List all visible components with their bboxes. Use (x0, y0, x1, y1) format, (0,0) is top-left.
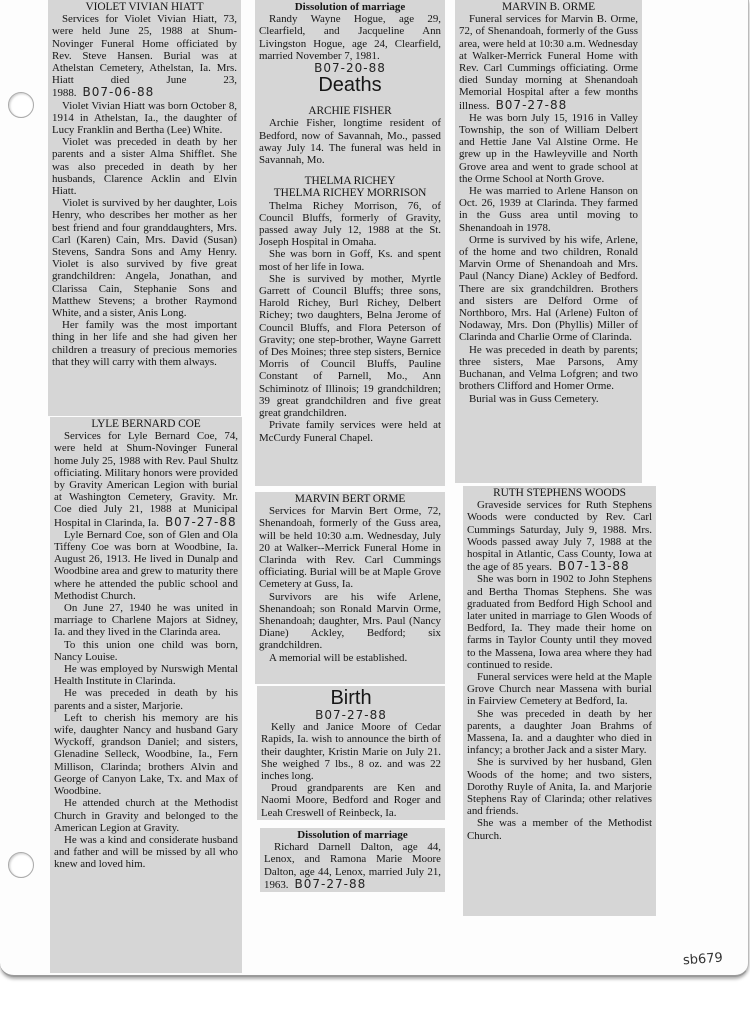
paragraph-text: Services for Lyle Bernard Coe, 74, were held at Shum-Novinger Funeral home July 25, 1988 with Rev. Paul Shultz officiating. Military honors were provided by Gravity American Legion with burial at Washington Cemetery, Gravity. Mr. Coe died July 21, 1988 at Municipal Hospital in Clarinda, Ia. (54, 430, 238, 529)
paragraph-text: He was preceded in death by parents; three sisters, Mae Parsons, Amy Buchanan, and Velma Lofgren; and two brothers Clifford and Homer Orme. (459, 343, 638, 393)
paragraph-text: Survivors are his wife Arlene, Shenandoah; son Ronald Marvin Orme, Shenandoah; daughter, Mrs. Paul (Nancy Diane) Ackley, Bedford; six grandchildren. (259, 590, 441, 652)
handwritten-date-note: B07-06-88 (82, 85, 155, 100)
binder-hole (8, 92, 34, 118)
paragraph-text: Archie Fisher, longtime resident of Bedford, now of Savannah, Mo., passed away July 14. The funeral was held in Savannah, Mo. (259, 117, 441, 167)
clipping-marvin-bert-orme (255, 492, 445, 684)
article-paragraph (259, 591, 441, 652)
paragraph-text: Left to cherish his memory are his wife, daughter Nancy and husband Gary Wyckoff, grandson Daniel; and sisters, Glenadine Selleck, Woodbine, Ia., Fern Millison, Clarinda; brothers Alvin and George of Canyon Lake, Tx. and Max of Woodbine. (54, 711, 238, 798)
handwritten-date-note: B07-13-88 (557, 559, 630, 574)
paragraph-text: To this union one child was born, Nancy Louise. (54, 638, 238, 663)
obituary-subheading: THELMA RICHEY MORRISON (273, 187, 427, 200)
paragraph-text: She is survived by her husband, Glen Woods of the home; and two sisters, Dorothy Ruyle of Anita, Ia. and Marjorie Stephens Ray of Clarinda; other relatives and friends. (467, 756, 652, 818)
article-paragraph (259, 419, 441, 443)
paragraph-text: Burial was in Guss Cemetery. (469, 392, 599, 405)
paragraph-text: Violet Vivian Hiatt was born October 8, 1914 in Athelstan, Ia., the daughter of Lucy Franklin and Bertha (Lee) White. (52, 99, 237, 137)
article-paragraph (261, 782, 441, 819)
article-body (259, 117, 441, 166)
handwritten-page-label: sb679 (682, 950, 724, 969)
article-paragraph (259, 273, 441, 419)
article-paragraph (54, 797, 238, 834)
dissolution-heading: Dissolution of marriage (297, 829, 408, 841)
obituary-heading: ARCHIE FISHER (308, 105, 392, 118)
paragraph-text: Violet is survived by her daughter, Lois Henry, who describes her mother as her best friend and four granddaughters, Mrs. Carl (Karen) Cain, Mrs. David (Susan) Stevens, Sandra Sons and Amy Henry. Violet is also survived by five great grandchildren: Angela, Jonathan, and Clarissa Cain, Stephanie Sons and Matthew Stevens; a brother Raymond White, and a sister, Anis Long. (52, 197, 237, 320)
article-paragraph (459, 112, 638, 185)
paragraph-text: She was preceded in death by her parents, a daughter Joan Brahms of Massena, Ia. and a daughter who died in infancy; a brother Jack and a sister Mary. (467, 707, 652, 757)
article-body (467, 499, 652, 842)
clipping-violet-hiatt (48, 0, 241, 416)
article-paragraph (467, 708, 652, 757)
obituary-heading: RUTH STEPHENS WOODS (493, 487, 626, 499)
paragraph-text: Lyle Bernard Coe, son of Glen and Ola Tiffeny Coe was born at Woodbine, Ia. August 26, 1913. He lived in Dunalp and Woodbine area and grew to maturity there where he attended the public school and Methodist Church. (54, 528, 238, 602)
article-paragraph (52, 197, 237, 319)
paragraph-text: He attended church at the Methodist Church in Gravity and belonged to the American Legion at Gravity. (54, 797, 238, 834)
obituary-heading: VIOLET VIVIAN HIATT (85, 1, 204, 13)
article-paragraph (54, 687, 238, 711)
paragraph-text: Orme is survived by his wife, Arlene, of the home and two children, Ronald Marvin Orme of Shenandoah and Mrs. Paul (Nancy Diane) Ackley of Bedford. There are six grandchildren. Brothers and sisters are Delford Orme of Northboro, Mrs. Hal (Arlene) Fulton of Nodaway, Mrs. Don (Phyllis) Miller of Clarinda and Charlie Orme of Clarinda. (459, 233, 638, 344)
article-paragraph (52, 100, 237, 137)
article-paragraph (467, 573, 652, 671)
article-paragraph (467, 499, 652, 573)
paragraph-text: Randy Wayne Hogue, age 29, Clearfield, and Jacqueline Ann Livingston Hogue, age 24, Clearfield, married November 7, 1981. (259, 13, 441, 62)
section-title-birth: Birth (330, 687, 372, 709)
paragraph-text: Funeral services for Marvin B. Orme, 72, of Shenandoah, formerly of the Guss area, were held at 10:30 a.m. Wednesday at Walker-Merrick Funeral Home with Rev. Carl Cummings officiating. Orme died Sunday morning at Shenandoah Memorial Hospital after a few months illness. (459, 13, 638, 112)
article-paragraph (52, 13, 237, 99)
paragraph-text: Violet was preceded in death by her parents and a sister Alma Shifflet. She was also preceded in death by her husbands, Clarence Acklin and Elvin Hiatt. (52, 136, 237, 198)
article-paragraph (54, 834, 238, 871)
paragraph-text: Richard Darnell Dalton, age 44, Lenox, and Ramona Marie Moore Dalton, age 44, Lenox, married July 21, 1963. (264, 841, 441, 891)
paragraph-text: On June 27, 1940 he was united in marriage to Charlene Majors at Sidney, Ia. and they lived in the Clarinda area. (54, 602, 238, 639)
obituary-heading: THELMA RICHEY (304, 175, 396, 188)
article-body (259, 13, 441, 62)
article-paragraph (54, 529, 238, 602)
handwritten-date-note: B07-27-88 (294, 876, 367, 891)
article-body (259, 200, 441, 444)
article-paragraph (459, 234, 638, 344)
paragraph-text: He was employed by Nurswigh Mental Health Institute in Clarinda. (54, 663, 238, 688)
article-body (54, 430, 238, 870)
paragraph-text: Private family services were held at McCurdy Funeral Chapel. (259, 419, 441, 444)
handwritten-date-note: B07-27-88 (315, 708, 387, 722)
article-body (261, 721, 441, 819)
clipping-birth (257, 686, 445, 820)
paragraph-text: Services for Violet Vivian Hiatt, 73, were held June 25, 1988 at Shum-Novinger Funeral Home officiated by Rev. Steve Hansen. Burial was at Athelstan Cemetery, Athelstan, Ia. Mrs. Hiatt died June 23, 1988. (52, 13, 237, 100)
paragraph-text: She was born in Goff, Ks. and spent most of her life in Iowa. (259, 248, 441, 273)
clipping-deaths (255, 0, 445, 486)
paragraph-text: He was preceded in death by his parents and a sister, Marjorie. (54, 687, 238, 712)
article-paragraph (467, 817, 652, 841)
clipping-dissolution-dalton (260, 828, 445, 892)
article-paragraph (259, 117, 441, 166)
obituary-heading: MARVIN BERT ORME (294, 493, 406, 505)
article-paragraph (259, 652, 441, 664)
article-paragraph (54, 430, 238, 529)
paragraph-text: Thelma Richey Morrison, 76, of Council Bluffs, formerly of Gravity, passed away July 12, 1988 at the St. Joseph Hospital in Omaha. (259, 199, 441, 249)
obituary-heading: MARVIN B. ORME (502, 1, 595, 13)
dissolution-heading: Dissolution of marriage (294, 1, 406, 13)
article-paragraph (459, 393, 638, 405)
obituary-heading: LYLE BERNARD COE (91, 418, 201, 430)
clipping-marvin-b-orme (455, 0, 642, 483)
article-paragraph (467, 756, 652, 817)
clipping-lyle-coe (50, 417, 242, 973)
paragraph-text: She was born in 1902 to John Stephens and Bertha Thomas Stephens. She was graduated from Bedford High School and later united in marriage to Glen Woods of Bedford, Ia. They made their home on farms in Taylor County until they moved to the Massena, Iowa area where they had continued to reside. (467, 573, 652, 671)
paragraph-text: Services for Marvin Bert Orme, 72, Shenandoah, formerly of the Guss area, will be held 10:30 a.m. Wednesday, July 20 at Walker--Merrick Funeral Home in Clarinda with Rev. Carl Cummings officiating. Burial will be at Maple Grove Cemetery at Guss, Ia. (259, 505, 441, 591)
article-body (259, 505, 441, 664)
article-paragraph (54, 712, 238, 797)
handwritten-date-note: B07-27-88 (495, 97, 568, 112)
article-paragraph (54, 663, 238, 687)
paragraph-text: He was born July 15, 1916 in Valley Township, the son of William Delbert and Hettie Jane Val Alstine Orme. He grew up in the Hawleyville and North Grove area and went to grade school at the Orme School at North Grove. (459, 111, 638, 185)
paragraph-text: Funeral services were held at the Maple Grove Church near Massena with burial in Fairview Cemetery at Bedford, Ia. (467, 671, 652, 708)
article-paragraph (259, 200, 441, 249)
article-paragraph (259, 505, 441, 590)
paragraph-text: A memorial will be established. (269, 651, 408, 664)
paragraph-text: Proud grandparents are Ken and Naomi Moore, Bedford and Roger and Leah Creswell of Reinbeck, Ia. (261, 782, 441, 819)
paragraph-text: She is survived by mother, Myrtle Garrett of Council Bluffs; three sons, Harold Richey, Burl Richey, Delbert Richey; two daughters, Belna Jerome of Council Bluffs, and Flora Peterson of Gravity; one step-brother, Wayne Garrett of Des Moines; three step sisters, Bernice Morris of Council Bluffs, Pauline Constant of Parnell, Mo., Ann Schiminotz of Illinois; 19 grandchildren; 39 great grandchildren and five great great grandchildren. (259, 272, 441, 420)
handwritten-date-note: B07-20-88 (314, 61, 386, 76)
article-paragraph (261, 721, 441, 782)
paragraph-text: Her family was the most important thing in her life and she had given her children a treasury of precious memories that they will carry with them always. (52, 319, 237, 368)
article-paragraph (54, 602, 238, 639)
article-paragraph (459, 13, 638, 112)
article-paragraph (259, 248, 441, 272)
paragraph-text: Graveside services for Ruth Stephens Woods were conducted by Rev. Carl Cummings Saturday, July 9, 1988. Mrs. Woods passed away July 7, 1988 at the hospital in Atlantic, Cass County, Iowa at the age of 85 years. (467, 499, 652, 574)
article-paragraph (52, 136, 237, 197)
clipping-ruth-woods (463, 486, 656, 916)
article-body (459, 13, 638, 405)
binder-hole (8, 852, 34, 878)
paragraph-text: She was a member of the Methodist Church. (467, 817, 652, 842)
article-paragraph (459, 185, 638, 234)
article-paragraph (264, 841, 441, 891)
paragraph-text: Kelly and Janice Moore of Cedar Rapids, Ia. wish to announce the birth of their daughter, Kristin Marie on July 21. She weighed 7 lbs., 8 oz. and was 22 inches long. (261, 721, 441, 783)
article-body (264, 841, 441, 891)
handwritten-date-note: B07-27-88 (164, 514, 237, 529)
paragraph-text: He was a kind and considerate husband and father and will be missed by all who knew and loved him. (54, 833, 238, 871)
article-paragraph (259, 13, 441, 62)
article-paragraph (459, 344, 638, 393)
article-paragraph (467, 671, 652, 708)
section-title-deaths: Deaths (318, 74, 382, 97)
article-paragraph (52, 319, 237, 368)
paragraph-text: He was married to Arlene Hanson on Oct. 26, 1939 at Clarinda. They farmed in the Guss area until moving to Shenandoah in 1978. (459, 185, 638, 234)
article-paragraph (54, 639, 238, 663)
article-body (52, 13, 237, 368)
